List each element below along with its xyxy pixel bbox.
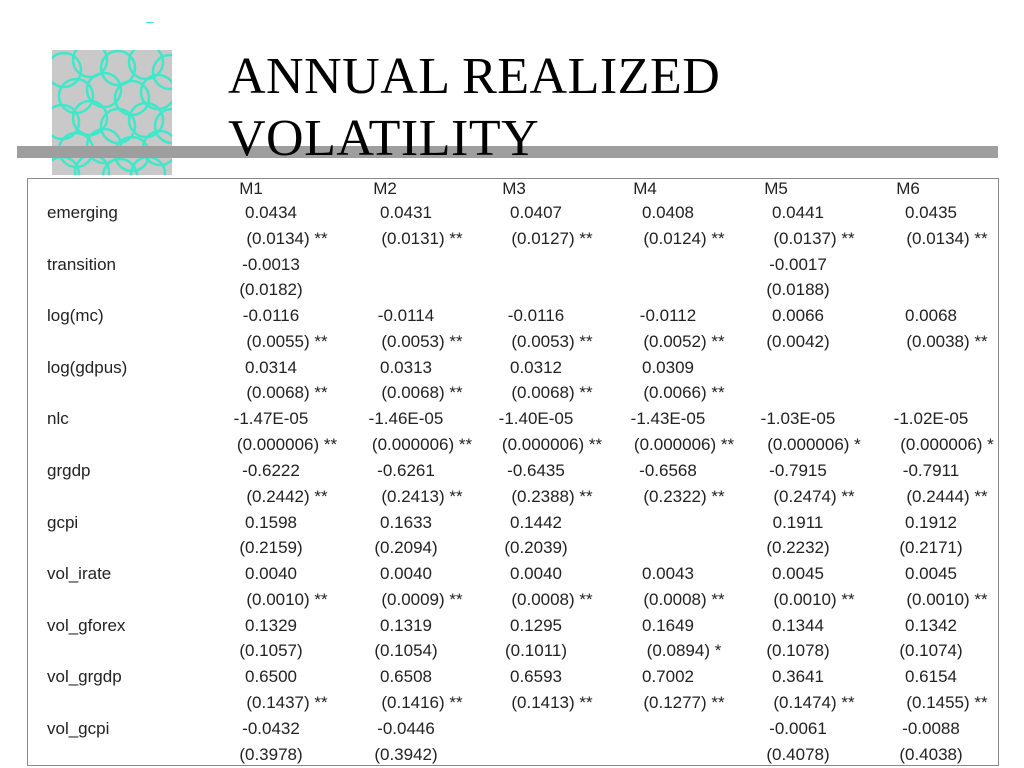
coefficient-cell: 0.0431	[380, 203, 432, 222]
column-header: M5	[764, 179, 788, 198]
std-error-cell: (0.000006) *	[900, 434, 994, 454]
coefficient-cell: 0.0066	[772, 306, 824, 326]
coefficient-cell: 0.0043	[642, 564, 694, 584]
std-error-cell: (0.000006) *	[767, 434, 861, 454]
row-label: vol_gforex	[47, 615, 126, 635]
coefficient-cell: -0.0432	[242, 719, 300, 738]
std-error-cell: (0.2039)	[504, 538, 568, 558]
std-error-cell: (0.1455) **	[906, 692, 988, 712]
column-header: M6	[896, 179, 920, 198]
std-error-cell: (0.2171)	[899, 538, 963, 558]
coefficient-cell: 0.0434	[245, 203, 297, 222]
row-label: vol_gcpi	[47, 719, 110, 738]
row-label: vol_grgdp	[47, 667, 122, 687]
coefficient-cell: 0.1598	[245, 512, 297, 532]
std-error-cell: (0.0008) **	[511, 589, 593, 609]
coefficient-cell: -0.0017	[769, 254, 827, 274]
coefficient-cell: 0.0408	[642, 203, 694, 222]
coefficient-cell: 0.0312	[510, 357, 562, 377]
std-error-cell: (0.2442) **	[246, 486, 328, 506]
std-error-cell: (0.2232)	[766, 538, 830, 558]
coefficient-cell: -1.02E-05	[893, 409, 969, 429]
std-error-cell: (0.0010) **	[773, 589, 855, 609]
std-error-cell: (0.0068) **	[246, 383, 328, 403]
coefficient-cell: 0.6508	[380, 667, 432, 687]
coefficient-cell: -1.46E-05	[368, 409, 444, 429]
std-error-cell: (0.0052) **	[643, 331, 725, 351]
std-error-cell: (0.2322) **	[643, 486, 725, 506]
coefficient-cell: 0.6500	[245, 667, 297, 687]
std-error-cell: (0.0053) **	[511, 331, 593, 351]
column-header: M3	[502, 179, 526, 198]
coefficient-cell: 0.0045	[905, 564, 957, 584]
std-error-cell: (0.1054)	[374, 641, 438, 661]
std-error-cell: (0.2159)	[239, 538, 303, 558]
row-label: grgdp	[47, 461, 91, 480]
coefficient-cell: -0.6261	[377, 461, 435, 480]
coefficient-cell: 0.1442	[510, 512, 562, 532]
coefficient-cell: -0.0061	[769, 719, 827, 738]
page-title: ANNUAL REALIZED VOLATILITY	[228, 48, 721, 167]
coefficient-cell: -0.0088	[902, 719, 960, 738]
row-label: transition	[47, 254, 116, 274]
coefficient-cell: 0.1329	[245, 615, 297, 635]
std-error-cell: (0.0134) **	[246, 228, 328, 248]
coefficient-cell: 0.1912	[905, 512, 957, 532]
row-label: log(gdpus)	[47, 357, 128, 377]
coefficient-cell: 0.0040	[510, 564, 562, 584]
std-error-cell: (0.0055) **	[246, 331, 328, 351]
coefficient-cell: 0.0441	[772, 203, 824, 222]
std-error-cell: (0.0137) **	[773, 228, 855, 248]
coefficient-cell: -0.0112	[639, 306, 697, 326]
std-error-cell: (0.4038)	[899, 744, 963, 764]
coefficient-cell: -0.0013	[242, 254, 300, 274]
coefficient-cell: 0.0309	[642, 357, 694, 377]
std-error-cell: (0.2413) **	[381, 486, 463, 506]
coefficient-cell: -0.0114	[377, 306, 435, 326]
row-label: log(mc)	[47, 306, 104, 326]
std-error-cell: (0.3978)	[239, 744, 303, 764]
coefficient-cell: -0.0446	[377, 719, 435, 738]
column-header: M2	[373, 179, 397, 198]
coefficient-cell: 0.0314	[245, 357, 297, 377]
coefficient-cell: 0.0313	[380, 357, 432, 377]
std-error-cell: (0.0042)	[766, 331, 830, 351]
coefficient-cell: 0.1344	[772, 615, 824, 635]
coefficient-cell: 0.7002	[642, 667, 694, 687]
row-label: gcpi	[47, 512, 79, 532]
std-error-cell: (0.2094)	[374, 538, 438, 558]
coefficient-cell: 0.0407	[510, 203, 562, 222]
coefficient-cell: 0.0068	[905, 306, 957, 326]
std-error-cell: (0.1078)	[766, 641, 830, 661]
std-error-cell: (0.0182)	[239, 280, 303, 300]
std-error-cell: (0.0010) **	[906, 589, 988, 609]
coefficient-cell: 0.0435	[905, 203, 957, 222]
std-error-cell: (0.0066) **	[643, 383, 725, 403]
std-error-cell: (0.000006) **	[236, 434, 338, 454]
std-error-cell: (0.1057)	[239, 641, 303, 661]
row-label: emerging	[47, 203, 118, 222]
std-error-cell: (0.000006) **	[501, 434, 603, 454]
coefficient-cell: 0.1649	[642, 615, 694, 635]
coefficient-cell: 0.6154	[905, 667, 957, 687]
coefficient-cell: -1.40E-05	[498, 409, 574, 429]
std-error-cell: (0.0053) **	[381, 331, 463, 351]
coefficient-cell: -0.7915	[769, 461, 827, 480]
std-error-cell: (0.1413) **	[511, 692, 593, 712]
column-header: M1	[239, 179, 263, 198]
coefficient-cell: 0.1633	[380, 512, 432, 532]
std-error-cell: (0.3942)	[374, 744, 438, 764]
regression-table	[27, 178, 999, 766]
std-error-cell: (0.0124) **	[643, 228, 725, 248]
coefficient-cell: -0.0116	[507, 306, 565, 326]
std-error-cell: (0.0009) **	[381, 589, 463, 609]
coefficient-cell: -0.6435	[507, 461, 565, 480]
std-error-cell: (0.1416) **	[381, 692, 463, 712]
decorative-tick	[146, 22, 154, 23]
std-error-cell: (0.0008) **	[643, 589, 725, 609]
column-header: M4	[633, 179, 657, 198]
coefficient-cell: 0.1342	[905, 615, 957, 635]
std-error-cell: (0.0010) **	[246, 589, 328, 609]
coefficient-cell: 0.0040	[245, 564, 297, 584]
std-error-cell: (0.0131) **	[381, 228, 463, 248]
std-error-cell: (0.1074)	[899, 641, 963, 661]
std-error-cell: (0.0134) **	[906, 228, 988, 248]
coefficient-cell: 0.6593	[510, 667, 562, 687]
std-error-cell: (0.0127) **	[511, 228, 593, 248]
coefficient-cell: 0.0040	[380, 564, 432, 584]
std-error-cell: (0.1437) **	[246, 692, 328, 712]
std-error-cell: (0.0894) *	[646, 641, 722, 661]
std-error-cell: (0.000006) **	[633, 434, 735, 454]
std-error-cell: (0.1277) **	[643, 692, 725, 712]
std-error-cell: (0.0068) **	[511, 383, 593, 403]
std-error-cell: (0.2474) **	[773, 486, 855, 506]
std-error-cell: (0.1011)	[504, 641, 568, 661]
std-error-cell: (0.000006) **	[371, 434, 473, 454]
coefficient-cell: 0.3641	[772, 667, 824, 687]
std-error-cell: (0.0068) **	[381, 383, 463, 403]
std-error-cell: (0.0188)	[766, 280, 830, 300]
coefficient-cell: -0.0116	[242, 306, 300, 326]
std-error-cell: (0.0038) **	[906, 331, 988, 351]
std-error-cell: (0.4078)	[766, 744, 830, 764]
std-error-cell: (0.2444) **	[906, 486, 988, 506]
coefficient-cell: 0.1319	[380, 615, 432, 635]
row-label: vol_irate	[47, 564, 112, 584]
coefficient-cell: -0.6568	[639, 461, 697, 480]
coefficient-cell: 0.1295	[510, 615, 562, 635]
coefficient-cell: -1.43E-05	[630, 409, 706, 429]
coefficient-cell: -0.6222	[242, 461, 300, 480]
row-label: nlc	[47, 409, 69, 429]
std-error-cell: (0.2388) **	[511, 486, 593, 506]
std-error-cell: (0.1474) **	[773, 692, 855, 712]
coefficient-cell: 0.0045	[772, 564, 824, 584]
coefficient-cell: -1.47E-05	[233, 409, 309, 429]
coefficient-cell: -1.03E-05	[760, 409, 836, 429]
coefficient-cell: 0.1911	[772, 512, 824, 532]
coefficient-cell: -0.7911	[902, 461, 960, 480]
